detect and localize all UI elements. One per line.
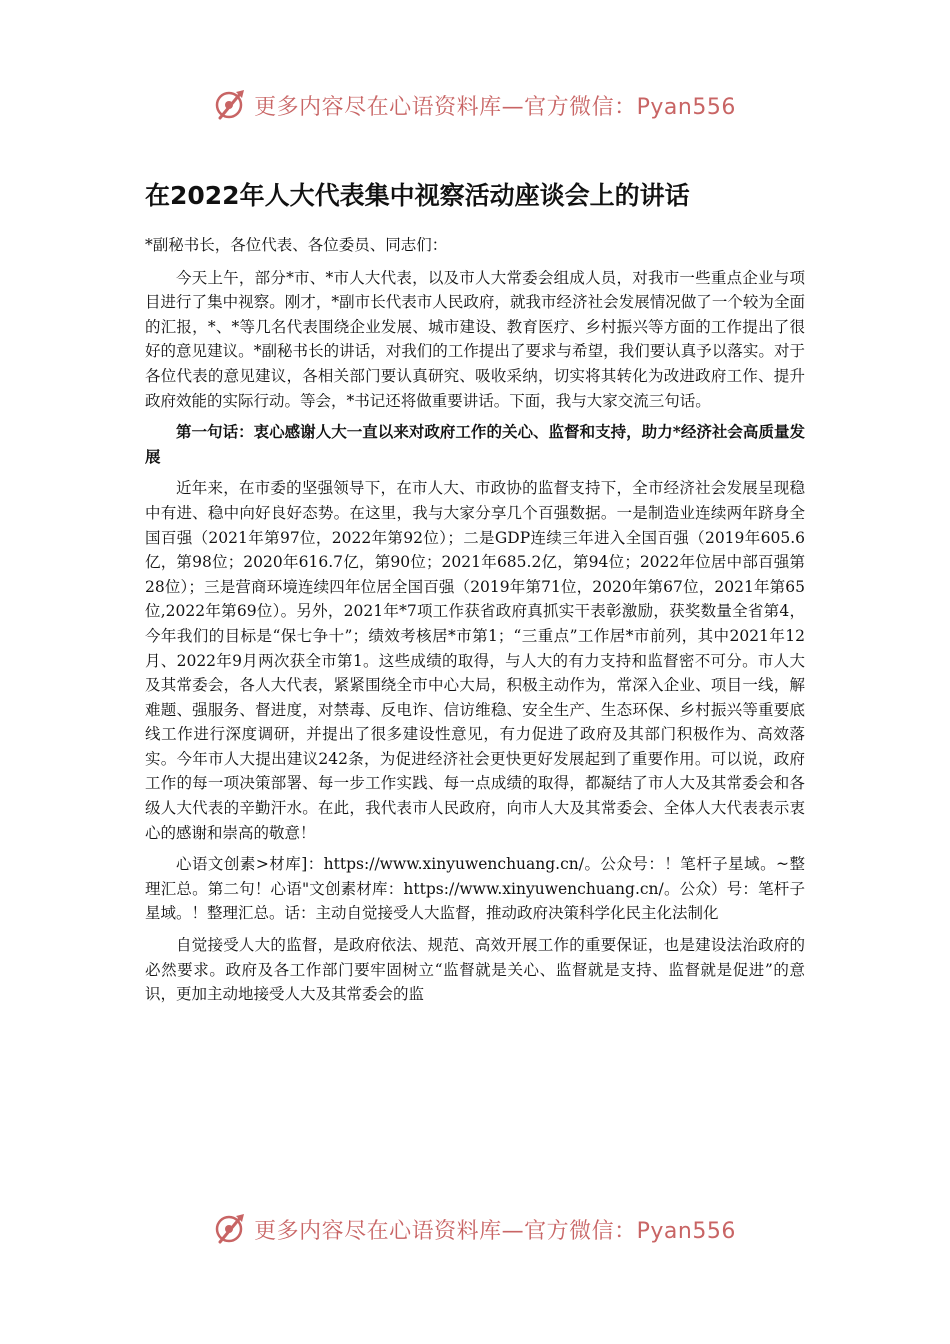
paragraph: 今天上午，部分*市、*市人大代表，以及市人大常委会组成人员，对我市一些重点企业与项目进行了集中视察。刚才，*副市长代表市人民政府，就我市经济社会发展情况做了一个较为全面的汇报，*、*等几名代表围绕企业发展、城市建设、教育医疗、乡村振兴等方面的工作提出了很好的意见建议。*副秘书长的讲话，对我们的工作提出了要求与希望，我们要认真予以落实。对于各位代表的意见建议，各相关部门要认真研究、吸收采纳，切实将其转化为改进政府工作、提升政府效能的实际行动。等会，*书记还将做重要讲话。下面，我与大家交流三句话。 (145, 268, 805, 410)
header-watermark-banner (0, 85, 950, 125)
paragraph: 自觉接受人大的监督，是政府依法、规范、高效开展工作的重要保证，也是建设法治政府的必然要求。政府及各工作部门要牢固树立“监督就是关心、监督就是支持、监督就是促进”的意识，更加主动地接受人大及其常委会的监 (145, 936, 805, 1004)
watermark-text: 更多内容尽在心语资料库—官方微信：Pyan556 (254, 1218, 736, 1244)
section-heading: 第一句话：衷心感谢人大一直以来对政府工作的关心、监督和支持，助力*经济社会高质量发展 (145, 422, 805, 466)
document-title: 在2022年人大代表集中视察活动座谈会上的讲话 (145, 181, 690, 210)
paragraph: 近年来，在市委的坚强领导下，在市人大、市政协的监督支持下，全市经济社会发展呈现稳中有进、稳中向好良好态势。在这里，我与大家分享几个百强数据。一是制造业连续两年跻身全国百强（2021年第97位，2022年第92位）；二是GDP连续三年进入全国百强（2019年605.6亿，第98位；2020年616.7亿，第90位；2021年685.2亿，第94位；2022年位居中部百强第28位）；三是营商环境连续四年位居全国百强（2019年第71位，2020年第67位，2021年第65位,2022年第69位）。另外，2021年*7项工作获省政府真抓实干表彰激励，获奖数量全省第4，今年我们的目标是“保七争十”；绩效考核居*市第1；“三重点”工作居*市前列，其中2021年12月、2022年9月两次获全市第1。这些成绩的取得，与人大的有力支持和监督密不可分。市人大及其常委会，各人大代表，紧紧围绕全市中心大局，积极主动作为，常深入企业、项目一线，解难题、强服务、督进度，对禁毒、反电诈、信访维稳、安全生产、生态环保、乡村振兴等重要底线工作进行深度调研，并提出了很多建设性意见，有力促进了政府及其部门积极作为、高效落实。今年市人大提出建议242条，为促进经济社会更快更好发展起到了重要作用。可以说，政府工作的每一项决策部署、每一步工作实践、每一点成绩的取得，都凝结了市人大及其常委会和各级人大代表的辛勤汗水。在此，我代表市人民政府，向市人大及其常委会、全体人大代表表示衷心的感谢和崇高的敬意！ (145, 479, 805, 842)
pen-logo-icon (214, 88, 248, 122)
document-body (145, 233, 805, 1014)
pen-logo-icon (214, 1212, 248, 1246)
watermark-text: 更多内容尽在心语资料库—官方微信：Pyan556 (254, 94, 736, 120)
footer-watermark-banner (0, 1209, 950, 1249)
paragraph: 心语文创素>材库]：https://www.xinyuwenchuang.cn/。公众号：！笔杆子星域。~整理汇总。第二句！心语"文创素材库：https://www.xinyuwenchuang.cn/。公众）号：笔杆子星域。！整理汇总。话：主动自觉接受人大监督，推动政府决策科学化民主化法制化 (145, 855, 805, 923)
salutation: *副秘书长，各位代表、各位委员、同志们： (145, 236, 448, 254)
